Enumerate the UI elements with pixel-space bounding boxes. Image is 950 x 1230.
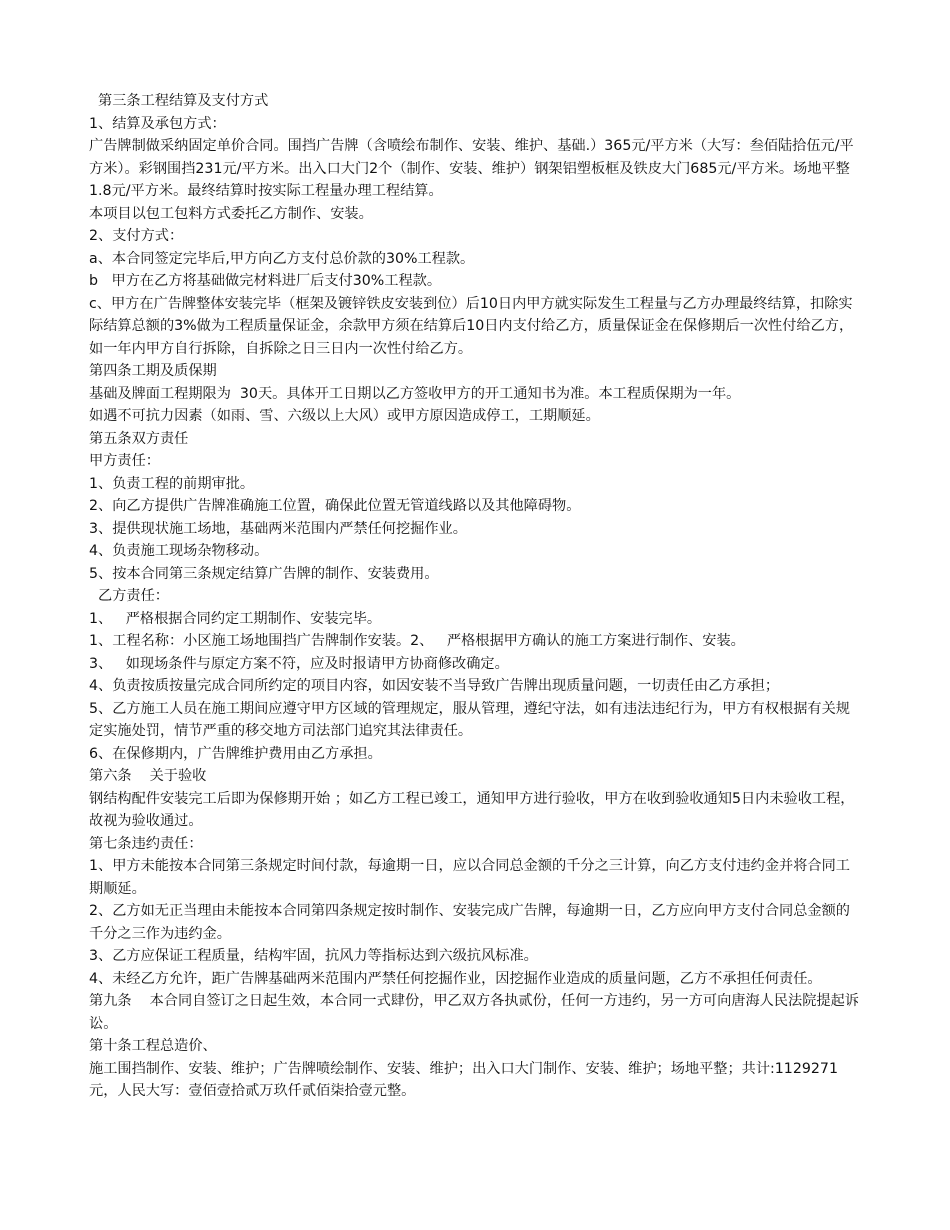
- party-a-item-2: 2、向乙方提供广告牌准确施工位置，确保此位置无管道线路以及其他障碍物。: [89, 498, 581, 514]
- party-a-responsibility-heading: 甲方责任：: [89, 453, 160, 469]
- total-price-paragraph: 施工围挡制作、安装、维护；广告牌喷绘制作、安装、维护；出入口大门制作、安装、维护；场地平整；共计:1129271元，人民大写：壹佰壹拾贰万玖仟贰佰柒拾壹元整。: [89, 1060, 838, 1099]
- payment-item-a: a、本合同签定完毕后,甲方向乙方支付总价款的30%工程款。: [89, 250, 475, 267]
- acceptance-paragraph: 钢结构配件安装完工后即为保修期开始 ；如乙方工程已竣工，通知甲方进行验收，甲方在收到验收通知5日内未验收工程，故视为验收通过。: [89, 790, 855, 829]
- payment-subheading: 2、支付方式：: [89, 228, 184, 244]
- party-b-item-1: 1、 严格根据合同约定工期制作、安装完毕。: [89, 610, 382, 627]
- payment-item-b: b 甲方在乙方将基础做完材料进厂后支付30%工程款。: [89, 273, 442, 289]
- payment-item-c: c、甲方在广告牌整体安装完毕（框架及镀锌铁皮安装到位）后10日内甲方就实际发生工程量与乙方办理最终结算，扣除实际结算总额的3%做为工程质量保证金，余款甲方须在结算后10日内支付给乙方，质量保证金在保修期后一次性付给乙方，如一年内甲方自行拆除，自拆除之日三日内一次性付给乙方。: [89, 295, 854, 357]
- force-majeure-paragraph: 如遇不可抗力因素（如雨、雪、六级以上大风）或甲方原因造成停工，工期顺延。: [89, 408, 600, 424]
- settlement-subheading: 1、结算及承包方式：: [89, 115, 226, 132]
- party-b-item-project-name: 1、工程名称：小区施工场地围挡广告牌制作安装。2、 严格根据甲方确认的施工方案进行制作、安装。: [89, 633, 745, 649]
- article-9-paragraph: 第九条 本合同自签订之日起生效，本合同一式肆份，甲乙双方各执贰份，任何一方违约，另一方可向唐海人民法院提起诉讼。: [89, 993, 859, 1032]
- party-a-item-4: 4、负责施工现场杂物移动。: [89, 543, 269, 559]
- article-5-heading: 第五条双方责任: [89, 430, 189, 447]
- article-6-heading: 第六条 关于验收: [89, 768, 207, 784]
- article-10-heading: 第十条工程总造价、: [89, 1038, 217, 1054]
- party-a-item-3: 3、提供现状施工场地，基础两米范围内严禁任何挖掘作业。: [89, 520, 467, 537]
- breach-item-3: 3、乙方应保证工程质量，结构牢固，抗风力等指标达到六级抗风标准。: [89, 948, 538, 964]
- article-3-heading: 第三条工程结算及支付方式: [98, 93, 269, 109]
- article-4-heading: 第四条工期及质保期: [89, 363, 217, 379]
- party-a-item-1: 1、负责工程的前期审批。: [89, 475, 255, 492]
- party-b-item-6: 6、在保修期内，广告牌维护费用由乙方承担。: [89, 745, 382, 762]
- document-body: [89, 90, 859, 1103]
- article-7-heading: 第七条违约责任：: [89, 835, 203, 852]
- breach-item-1: 1、甲方未能按本合同第三条规定时间付款，每逾期一日，应以合同总金额的千分之三计算，向乙方支付违约金并将合同工期顺延。: [89, 858, 850, 897]
- party-b-item-4: 4、负责按质按量完成合同所约定的项目内容，如因安装不当导致广告牌出现质量问题，一切责任由乙方承担；: [89, 678, 780, 694]
- party-b-responsibility-heading: 乙方责任：: [98, 588, 169, 604]
- duration-paragraph: 基础及牌面工程期限为 30天。具体开工日期以乙方签收甲方的开工通知书为准。本工程质保期为一年。: [89, 385, 741, 402]
- party-b-item-5: 5、乙方施工人员在施工期间应遵守甲方区域的管理规定，服从管理，遵纪守法，如有违法违纪行为，甲方有权根据有关规定实施处罚，情节严重的移交地方司法部门追究其法律责任。: [89, 700, 850, 739]
- breach-item-2: 2、乙方如无正当理由未能按本合同第四条规定按时制作、安装完成广告牌，每逾期一日，乙方应向甲方支付合同总金额的千分之三作为违约金。: [89, 903, 850, 942]
- party-b-item-3: 3、 如现场条件与原定方案不符，应及时报请甲方协商修改确定。: [89, 655, 509, 672]
- breach-item-4: 4、未经乙方允许，距广告牌基础两米范围内严禁任何挖掘作业，因挖掘作业造成的质量问题，乙方不承担任何责任。: [89, 970, 822, 987]
- contracting-method-paragraph: 本项目以包工包料方式委托乙方制作、安装。: [89, 205, 373, 222]
- party-a-item-5: 5、按本合同第三条规定结算广告牌的制作、安装费用。: [89, 565, 439, 582]
- unit-price-paragraph: 广告牌制做采纳固定单价合同。围挡广告牌（含喷绘布制作、安装、维护、基础.）365元/平方米（大写：叁佰陆拾伍元/平方米）。彩钢围挡231元/平方米。出入口大门2个（制作、安装、维护）钢架铝塑板框及铁皮大门685元/平方米。场地平整1.8元/平方米。最终结算时按实际工程量办理工程结算。: [89, 138, 854, 199]
